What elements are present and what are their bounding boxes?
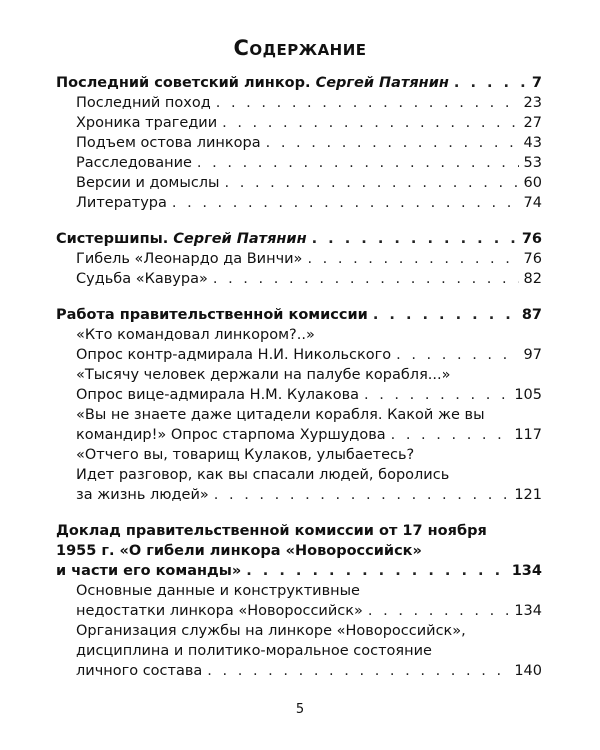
entry-title: Последний советский линкор.: [56, 75, 311, 91]
table-of-contents: [56, 73, 542, 697]
dot-leader: [307, 249, 518, 269]
dot-leader: [373, 305, 517, 325]
page-ref: 60: [523, 175, 542, 191]
entry-title: Литература: [76, 195, 167, 211]
toc-entry[interactable]: [56, 173, 542, 193]
entry-author: Сергей Патянин: [315, 75, 449, 91]
page-ref: 121: [514, 487, 542, 503]
dot-leader: [207, 661, 509, 681]
dot-leader: [214, 485, 510, 505]
entry-title-line: Организация службы на линкоре «Новороссийск»,: [76, 623, 466, 639]
toc-entry[interactable]: [56, 269, 542, 289]
toc-entry[interactable]: [56, 249, 542, 269]
toc-entry[interactable]: [56, 153, 542, 173]
toc-entry[interactable]: [56, 385, 542, 405]
toc-entry[interactable]: [56, 193, 542, 213]
entry-title: Систершипы.: [56, 231, 169, 247]
page-ref: 23: [523, 95, 542, 111]
page-ref: 82: [523, 271, 542, 287]
toc-entry[interactable]: [56, 485, 542, 505]
entry-title-line: дисциплина и политико-моральное состояние: [76, 643, 432, 659]
entry-title-line: «Вы не знаете даже цитадели корабля. Какой же вы: [76, 407, 485, 423]
entry-title: Опрос вице-адмирала Н.М. Кулакова: [76, 387, 359, 403]
entry-title: Версии и домыслы: [76, 175, 220, 191]
entry-title-line: Основные данные и конструктивные: [76, 583, 360, 599]
toc-section-4: [56, 521, 542, 681]
page-ref: 140: [514, 663, 542, 679]
toc-entry[interactable]: [56, 305, 542, 325]
page-ref: 134: [514, 603, 542, 619]
dot-leader: [266, 133, 519, 153]
page-ref: 105: [514, 387, 542, 403]
entry-title: Расследование: [76, 155, 192, 171]
toc-entry[interactable]: [56, 133, 542, 153]
dot-leader: [396, 345, 518, 365]
page-ref: 117: [514, 427, 542, 443]
entry-title: командир!» Опрос старпома Хуршудова: [76, 427, 386, 443]
toc-entry[interactable]: [56, 661, 542, 681]
toc-entry[interactable]: [56, 345, 542, 365]
dot-leader: [364, 385, 509, 405]
entry-title: недостатки линкора «Новороссийск»: [76, 603, 363, 619]
entry-title: личного состава: [76, 663, 203, 679]
toc-section-3: [56, 305, 542, 505]
entry-title: Работа правительственной комиссии: [56, 307, 368, 323]
page-ref: 27: [523, 115, 542, 131]
entry-title: Опрос контр-адмирала Н.И. Никольского: [76, 347, 392, 363]
entry-title: Хроника трагедии: [76, 115, 218, 131]
page-ref: 97: [523, 347, 542, 363]
toc-entry[interactable]: [56, 93, 542, 113]
toc-entry[interactable]: [56, 113, 542, 133]
entry-title: Последний поход: [76, 95, 211, 111]
page-ref: 43: [523, 135, 542, 151]
dot-leader: [225, 173, 519, 193]
entry-title: Подъем остова линкора: [76, 135, 261, 151]
dot-leader: [368, 601, 509, 621]
toc-entry[interactable]: [56, 229, 542, 249]
entry-title-line: 1955 г. «О гибели линкора «Новороссийск»: [56, 543, 422, 559]
page-ref: 76: [523, 251, 542, 267]
entry-title: и части его команды»: [56, 563, 242, 579]
dot-leader: [391, 425, 510, 445]
page-ref: 74: [523, 195, 542, 211]
page-ref: 76: [521, 231, 542, 247]
dot-leader: [197, 153, 519, 173]
entry-title: Судьба «Кавура»: [76, 271, 208, 287]
dot-leader: [222, 113, 518, 133]
entry-author: Сергей Патянин: [173, 231, 307, 247]
dot-leader: [246, 561, 506, 581]
toc-entry[interactable]: [56, 561, 542, 581]
dot-leader: [216, 93, 519, 113]
entry-title-line: Идет разговор, как вы спасали людей, боролись: [76, 467, 450, 483]
page-title: Содержание: [233, 36, 367, 60]
entry-title-line: Доклад правительственной комиссии от 17 ноября: [56, 523, 487, 539]
page-number: 5: [295, 702, 305, 717]
toc-entry[interactable]: [56, 73, 542, 93]
toc-section-1: [56, 73, 542, 213]
entry-title-line: «Кто командовал линкором?..»: [76, 327, 315, 343]
toc-entry[interactable]: [56, 425, 542, 445]
toc-entry[interactable]: [56, 601, 542, 621]
dot-leader: [312, 229, 517, 249]
dot-leader: [454, 73, 527, 93]
entry-title-line: «Тысячу человек держали на палубе корабля...»: [76, 367, 451, 383]
dot-leader: [213, 269, 519, 289]
page-ref: 134: [511, 563, 542, 579]
toc-section-2: [56, 229, 542, 289]
dot-leader: [172, 193, 519, 213]
entry-title: Гибель «Леонардо да Винчи»: [76, 251, 303, 267]
entry-title: за жизнь людей»: [76, 487, 209, 503]
page-ref: 87: [521, 307, 542, 323]
page-ref: 53: [523, 155, 542, 171]
page-ref: 7: [531, 75, 542, 91]
entry-title-line: «Отчего вы, товарищ Кулаков, улыбаетесь?: [76, 447, 415, 463]
